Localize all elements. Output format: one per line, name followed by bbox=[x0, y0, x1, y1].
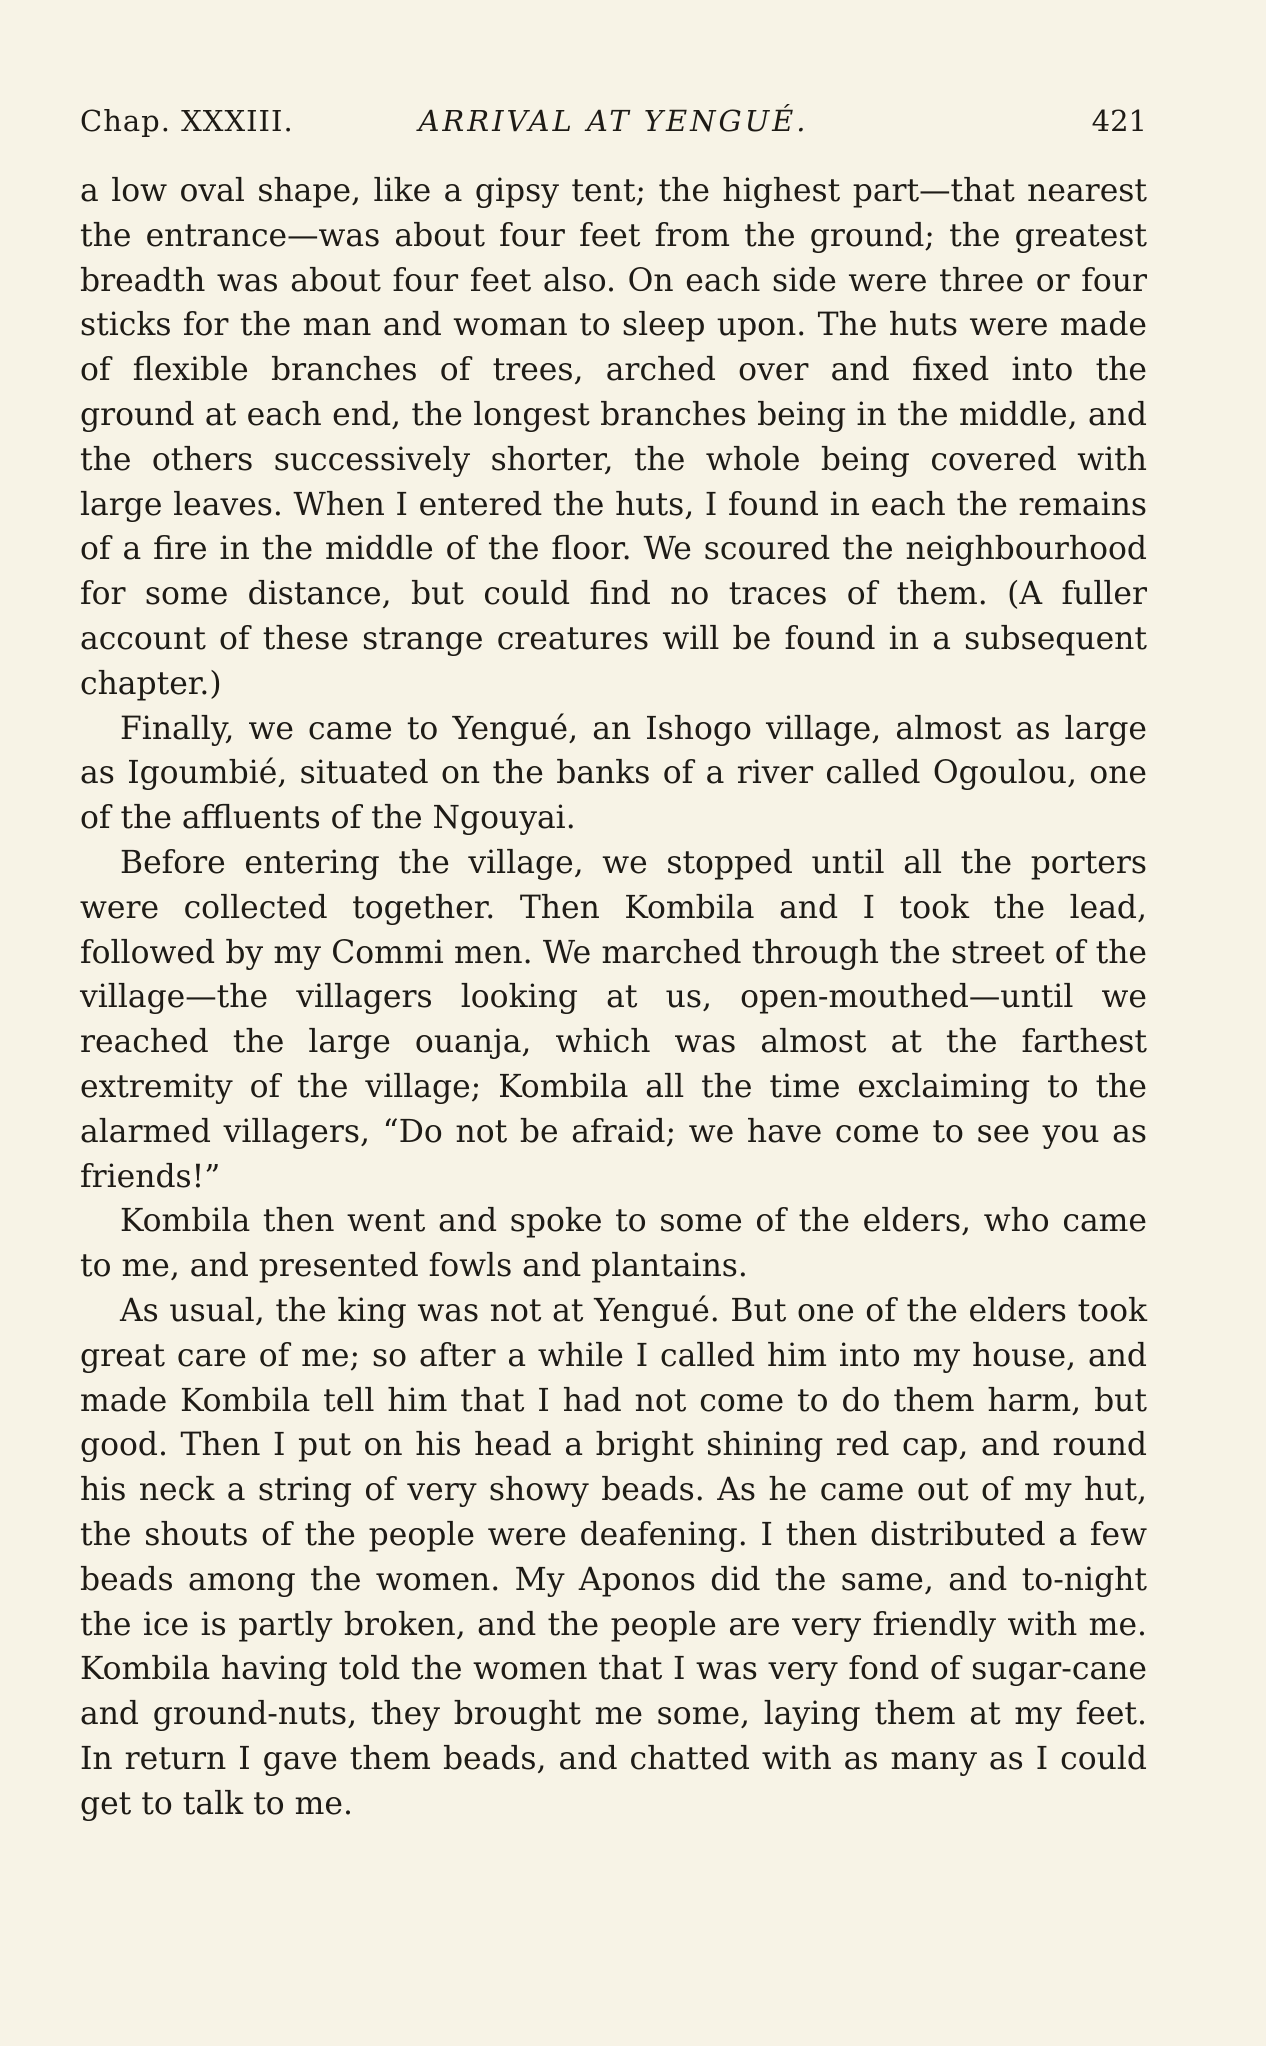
running-title: ARRIVAL AT YENGUÉ. bbox=[418, 104, 809, 138]
body-text bbox=[80, 169, 1147, 1826]
paragraph-elders: Kombila then went and spoke to some of the elders, who came to me, and presented fowls and plantains. bbox=[80, 1203, 1147, 1285]
paragraph-arrival: Finally, we came to Yengué, an Ishogo village, almost as large as Igoumbié, situated on the banks of a river called Ogoulou, one of the affluents of the Ngouyai. bbox=[80, 710, 1147, 837]
page-number: 421 bbox=[1091, 104, 1147, 138]
paragraph-king-absent: As usual, the king was not at Yengué. But one of the elders took great care of me; so after a while I called him into my house, and made Kombila tell him that I had not come to do them harm, but good. Then I put on his head a bright shining red cap, and round his neck a string of very showy beads. As he came out of my hut, the shouts of the people were deafening. I then distributed a few beads among the women. My Aponos did the same, and to-night the ice is partly broken, and the people are very friendly with me. Kombila having told the women that I was very fond of sugar-cane and ground-nuts, they brought me some, laying them at my feet. In return I gave them beads, and chatted with as many as I could get to talk to me. bbox=[80, 1292, 1147, 1822]
paragraph-entering-village: Before entering the village, we stopped until all the porters were collected together. Then Kombila and I took the lead, followed by my Commi men. We marched through the street of the village—the villagers looking at us, open-mouthed—until we reached the large ouanja, which was almost at the farthest extremity of the village; Kombila all the time exclaiming to the alarmed villagers, “Do not be afraid; we have come to see you as friends!” bbox=[80, 844, 1147, 1195]
running-head bbox=[80, 98, 1147, 144]
chapter-label: Chap. XXXIII. bbox=[80, 104, 294, 138]
book-page bbox=[80, 0, 1147, 2046]
paragraph-continued: a low oval shape, like a gipsy tent; the highest part—that nearest the entrance—was about four feet from the ground; the greatest breadth was about four feet also. On each side were three or four sticks for the man and woman to sleep upon. The huts were made of flexible branches of trees, arched over and fixed into the ground at each end, the longest branches being in the middle, and the others successively shorter, the whole being covered with large leaves. When I entered the huts, I found in each the remains of a fire in the middle of the floor. We scoured the neighbourhood for some distance, but could find no traces of them. (A fuller account of these strange creatures will be found in a subsequent chapter.) bbox=[80, 173, 1147, 702]
